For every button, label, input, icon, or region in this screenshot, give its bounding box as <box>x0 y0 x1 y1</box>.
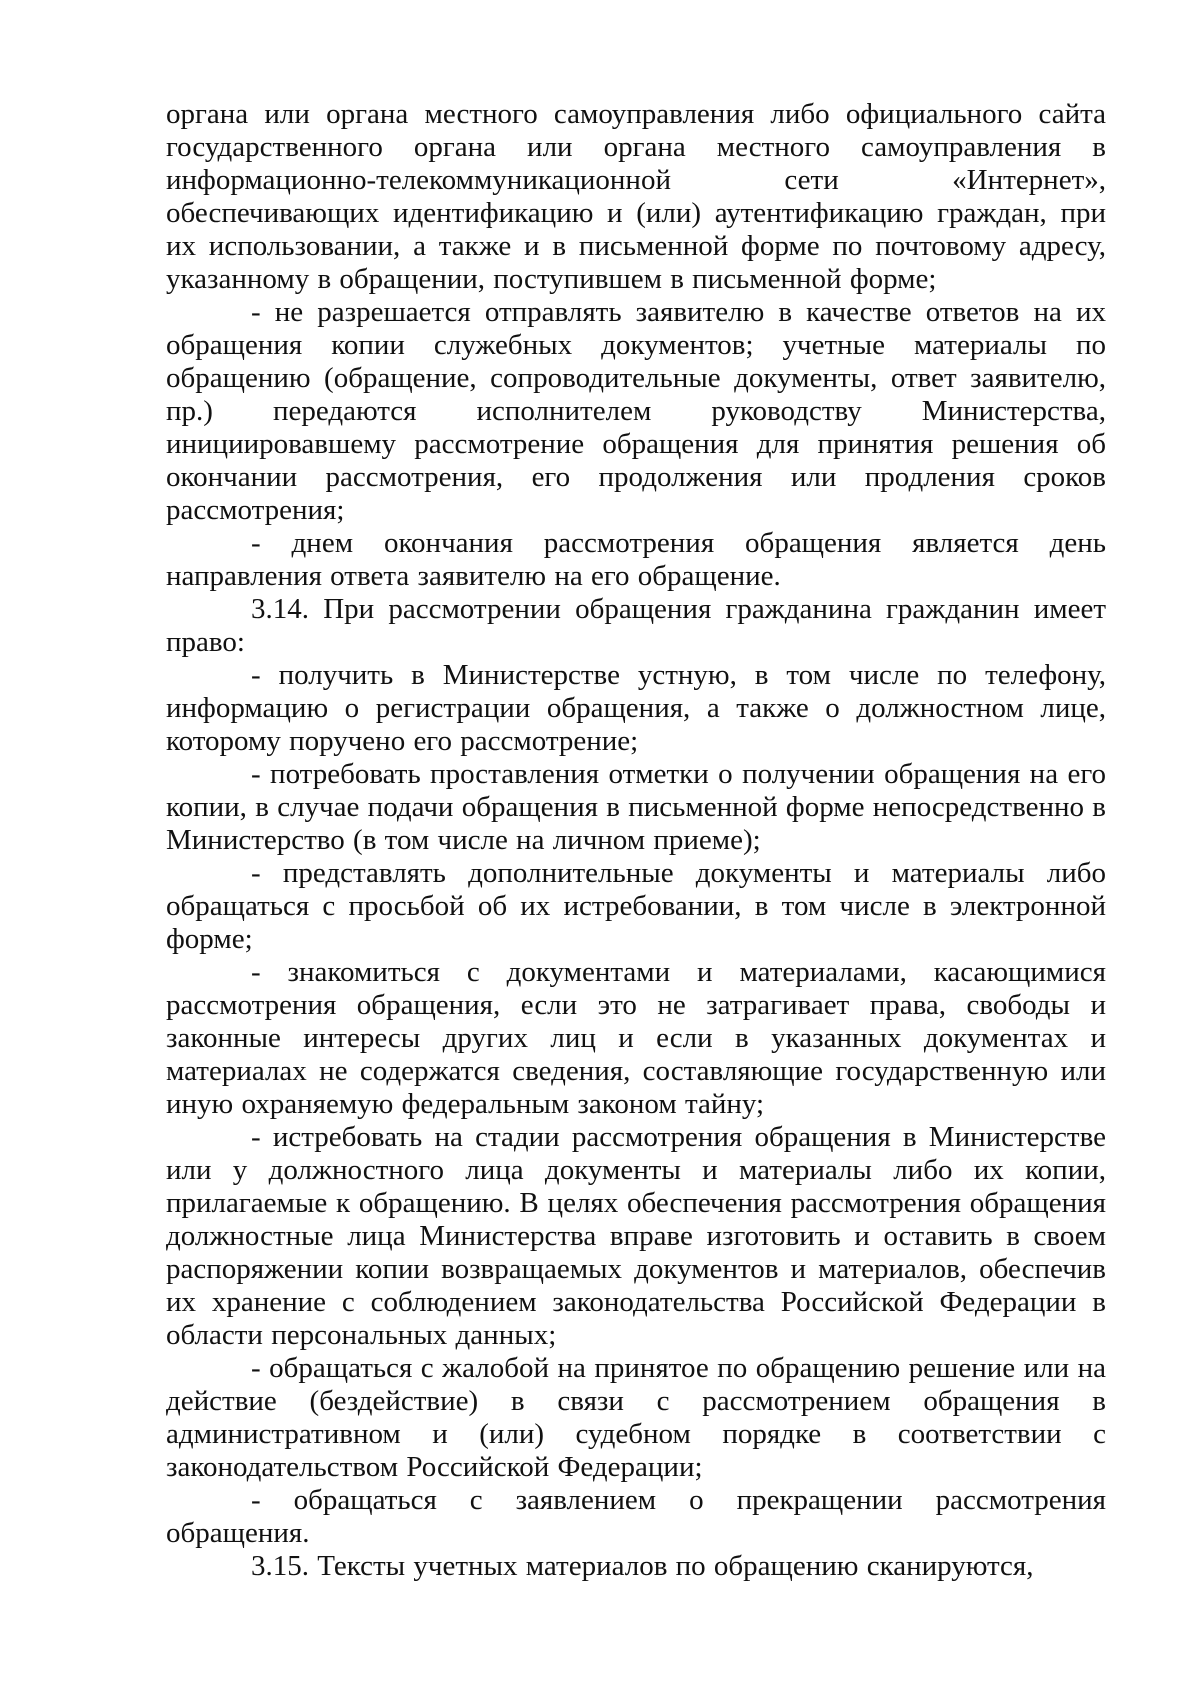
document-page <box>166 98 1106 1583</box>
paragraph-list-item: - получить в Министерстве устную, в том числе по телефону, информацию о регистрации обращения, а также о должностном лице, которому поручено его рассмотрение; <box>166 659 1106 757</box>
paragraph-list-item: - представлять дополнительные документы и материалы либо обращаться с просьбой об их истребовании, в том числе в электронной форме; <box>166 857 1106 955</box>
paragraph-list-item: - не разрешается отправлять заявителю в качестве ответов на их обращения копии служебных документов; учетные материалы по обращению (обращение, сопроводительные документы, ответ заявителю, пр.) передаются исполнителем руководству Министерства, инициировавшему рассмотрение обращения для принятия решения об окончании рассмотрения, его продолжения или продления сроков рассмотрения; <box>166 296 1106 526</box>
paragraph-list-item: - знакомиться с документами и материалами, касающимися рассмотрения обращения, если это не затрагивает права, свободы и законные интересы других лиц и если в указанных документах и материалах не содержатся сведения, составляющие государственную или иную охраняемую федеральным законом тайну; <box>166 956 1106 1120</box>
paragraph-list-item: - обращаться с жалобой на принятое по обращению решение или на действие (бездействие) в связи с рассмотрением обращения в административном и (или) судебном порядке в соответствии с законодательством Российской Федерации; <box>166 1352 1106 1483</box>
paragraph-section-3-14: 3.14. При рассмотрении обращения гражданина гражданин имеет право: <box>166 593 1106 658</box>
paragraph-list-item: - обращаться с заявлением о прекращении рассмотрения обращения. <box>166 1484 1106 1549</box>
paragraph-list-item: - истребовать на стадии рассмотрения обращения в Министерстве или у должностного лица документы и материалы либо их копии, прилагаемые к обращению. В целях обеспечения рассмотрения обращения должностные лица Министерства вправе изготовить и оставить в своем распоряжении копии возвращаемых документов и материалов, обеспечив их хранение с соблюдением законодательства Российской Федерации в области персональных данных; <box>166 1121 1106 1351</box>
paragraph-list-item: - потребовать проставления отметки о получении обращения на его копии, в случае подачи обращения в письменной форме непосредственно в Министерство (в том числе на личном приеме); <box>166 758 1106 856</box>
paragraph-list-item: - днем окончания рассмотрения обращения является день направления ответа заявителю на его обращение. <box>166 527 1106 592</box>
paragraph-section-3-15: 3.15. Тексты учетных материалов по обращению сканируются, <box>251 1550 1034 1582</box>
paragraph-continuation: органа или органа местного самоуправления либо официального сайта государственного органа или органа местного самоуправления в информационно-телекоммуникационной сети «Интернет», обеспечивающих идентификацию и (или) аутентификацию граждан, при их использовании, а также и в письменной форме по почтовому адресу, указанному в обращении, поступившем в письменной форме; <box>166 98 1106 295</box>
